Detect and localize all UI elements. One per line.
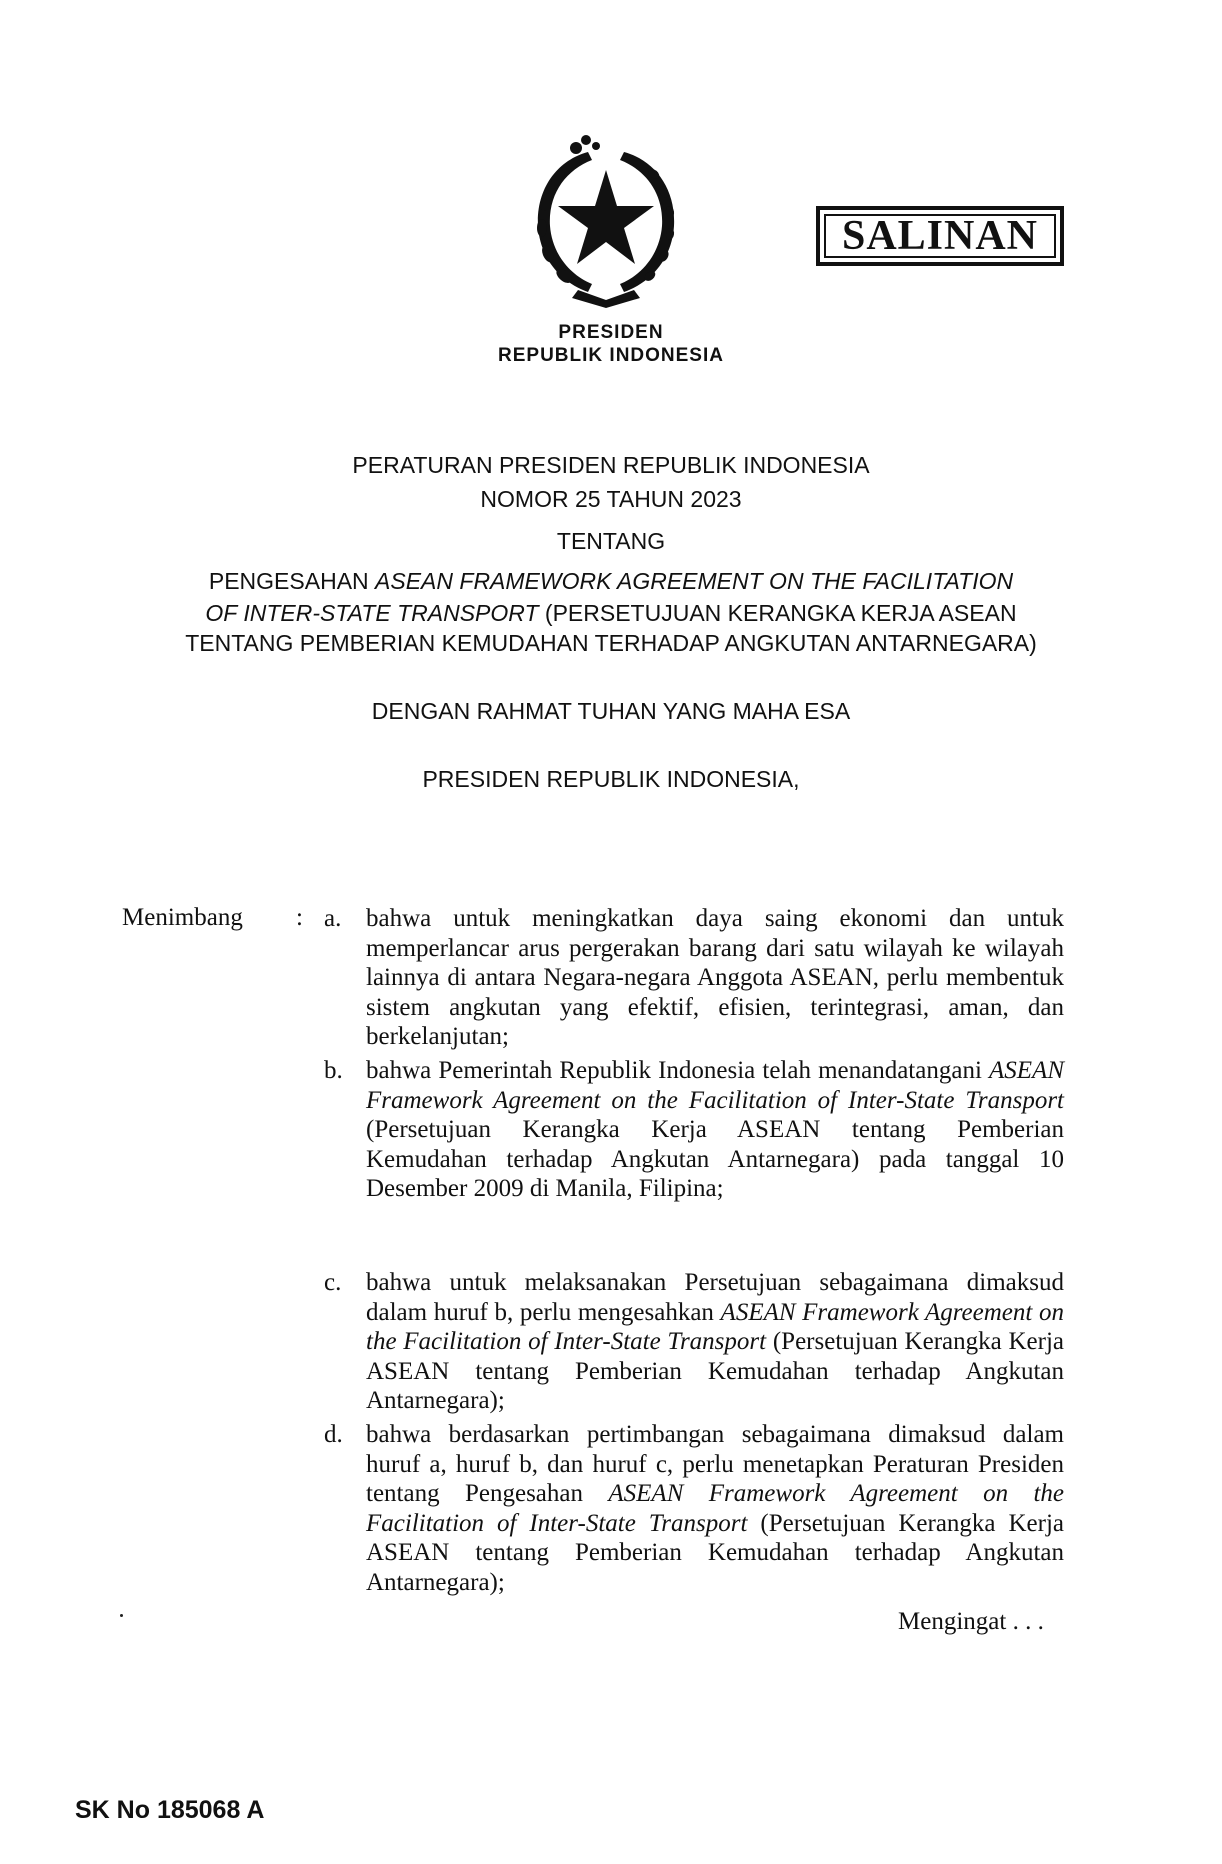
salinan-stamp — [816, 206, 1064, 266]
subject-line-2-italic: OF INTER-STATE TRANSPORT — [205, 600, 539, 626]
menimbang-colon: : — [296, 904, 303, 931]
consideration-text-part: bahwa untuk melaksanakan Persetujuan sebagaimana dimaksud dalam huruf b, perlu mengesahkan — [366, 1269, 1064, 1326]
regulation-subject-line-3: TENTANG PEMBERIAN KEMUDAHAN TERHADAP ANGKUTAN ANTARNEGARA) — [185, 630, 1037, 656]
regulation-subject-line-1 — [60, 568, 1162, 595]
subject-line-1-italic: ASEAN FRAMEWORK AGREEMENT ON THE FACILITATION — [375, 568, 1014, 594]
emblem-caption-presiden: PRESIDEN — [558, 322, 664, 343]
consideration-text-part: (Persetujuan Kerangka Kerja ASEAN tentang Pemberian Kemudahan terhadap Angkutan Antarnegara) pada tanggal 10 Desember 2009 di Manila, Filipina; — [366, 1116, 1064, 1202]
consideration-text-part: (Persetujuan Kerangka Kerja ASEAN tentang Pemberian Kemudahan terhadap Angkutan Antarnegara); — [366, 1328, 1064, 1414]
consideration-text-part: bahwa berdasarkan pertimbangan sebagaimana dimaksud dalam huruf a, huruf b, dan huruf c, perlu menetapkan Peraturan Presiden tentang Pengesahan — [366, 1421, 1064, 1507]
consideration-text-italic: ASEAN Framework Agreement on the Facilitation of Inter-State Transport — [366, 1057, 1064, 1114]
consideration-text — [366, 1268, 1064, 1416]
president-line: PRESIDEN REPUBLIK INDONESIA, — [422, 766, 800, 792]
subject-line-1-plain: PENGESAHAN — [208, 568, 376, 594]
catchword: Mengingat . . . — [898, 1608, 1044, 1635]
consideration-item-d — [312, 1420, 1072, 1597]
consideration-item-b — [312, 1056, 1072, 1204]
consideration-text-part: (Persetujuan Kerangka Kerja ASEAN tentang Pemberian Kemudahan terhadap Angkutan Antarnegara); — [366, 1509, 1064, 1596]
consideration-text — [366, 1056, 1064, 1204]
consideration-text — [366, 904, 1064, 1052]
consideration-item-c — [312, 1268, 1072, 1416]
consideration-mark: b. — [324, 1057, 343, 1084]
regulation-number: NOMOR 25 TAHUN 2023 — [480, 486, 742, 512]
sk-number: SK No 185068 A — [75, 1796, 265, 1824]
consideration-item-a — [312, 904, 1072, 1052]
consideration-mark: a. — [324, 905, 342, 932]
regulation-title: PERATURAN PRESIDEN REPUBLIK INDONESIA — [352, 452, 870, 478]
consideration-text — [366, 1420, 1064, 1597]
emblem-caption-republik: REPUBLIK INDONESIA — [498, 345, 724, 366]
consideration-text-italic: ASEAN Framework Agreement on the Facilitation of Inter-State Transport — [366, 1298, 1064, 1355]
regulation-subject-line-2 — [60, 600, 1162, 627]
menimbang-label: Menimbang — [122, 904, 243, 931]
scan-dot — [120, 1614, 123, 1617]
salinan-stamp-label: SALINAN — [841, 213, 1039, 259]
consideration-text-italic: ASEAN Framework Agreement on the Facilitation of Inter-State Transport — [366, 1480, 1064, 1537]
blessing-line: DENGAN RAHMAT TUHAN YANG MAHA ESA — [371, 698, 851, 724]
consideration-text-part: bahwa Pemerintah Republik Indonesia telah menandatangani — [366, 1057, 989, 1084]
regulation-tentang: TENTANG — [556, 528, 666, 554]
consideration-mark: d. — [324, 1421, 343, 1448]
presidential-emblem-icon — [518, 130, 694, 308]
consideration-mark: c. — [324, 1269, 342, 1296]
subject-line-2-plain: (PERSETUJUAN KERANGKA KERJA ASEAN — [538, 600, 1017, 626]
consideration-text-part: bahwa untuk meningkatkan daya saing ekonomi dan untuk memperlancar arus pergerakan barang dari satu wilayah ke wilayah lainnya di antara Negara-negara Anggota ASEAN, perlu membentuk sistem angkutan yang efektif, efisien, terintegrasi, aman, dan berkelanjutan; — [366, 905, 1064, 1050]
